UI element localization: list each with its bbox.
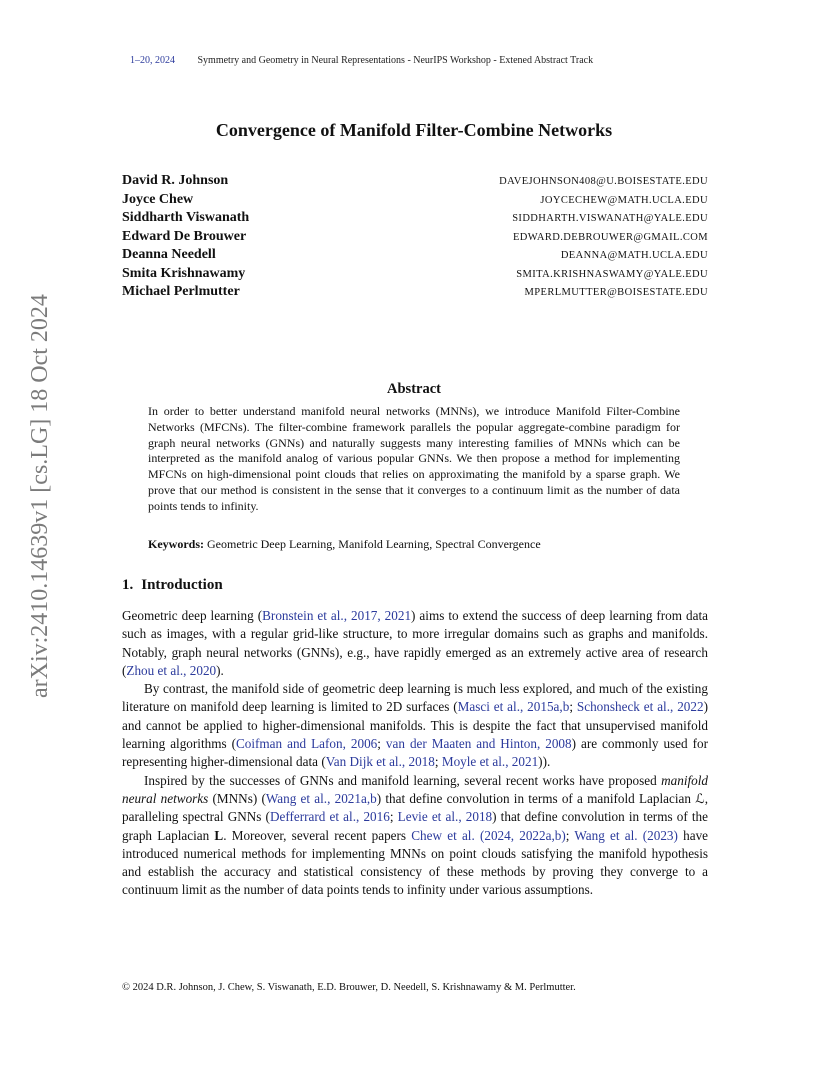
author-email: JOYCECHEW@MATH.UCLA.EDU <box>540 194 708 206</box>
text-run: (MNNs) ( <box>208 790 266 806</box>
author-row <box>122 247 708 266</box>
author-name: Smita Krishnawamy <box>122 265 246 281</box>
author-name: Michael Perlmutter <box>122 284 240 299</box>
author-row <box>122 284 708 303</box>
author-row <box>122 210 708 229</box>
text-run: ; <box>434 754 442 770</box>
paragraph <box>122 607 708 680</box>
citation-link[interactable]: Bronstein et al., 2017, 2021 <box>262 608 412 623</box>
citation-link[interactable]: Van Dijk et al., 2018 <box>325 754 435 770</box>
arxiv-stamp: arXiv:2410.14639v1 [cs.LG] 18 Oct 2024 <box>27 294 53 698</box>
author-name: Siddharth Viswanath <box>122 210 250 225</box>
citation-link[interactable]: Schonsheck et al., 2022 <box>576 699 704 715</box>
running-header <box>130 55 710 66</box>
author-email: DEANNA@MATH.UCLA.EDU <box>560 250 708 261</box>
text-run: ; <box>569 699 577 715</box>
citation-link[interactable]: Moyle et al., 2021 <box>441 754 539 770</box>
text-run: ; <box>565 827 575 843</box>
body-text <box>122 607 708 900</box>
author-email: SIDDHARTH.VISWANATH@YALE.EDU <box>512 213 708 224</box>
venue-text: Symmetry and Geometry in Neural Representations - NeurIPS Workshop - Extened Abstract Track <box>197 55 594 66</box>
section-title: Introduction <box>141 577 223 593</box>
text-run: have introduced numerical methods for implementing MNNs on point clouds satisfying the manifold hypothesis and establish the accuracy and statistical consistency of these methods by proving they converge to a continuum limit as the number of data points tends to infinity under various assumptions. <box>122 827 709 898</box>
author-email: MPERLMUTTER@BOISESTATE.EDU <box>524 287 708 298</box>
text-run: . Moreover, several recent papers <box>223 827 412 843</box>
abstract-text: In order to better understand manifold neural networks (MNNs), we introduce Manifold Filter-Combine Networks (MFCNs). The filter-combine framework parallels the popular aggregate-combine paradigm for graph neural networks (GNNs) and naturally suggests many interesting families of MNNs which can be interpreted as the manifold analog of various popular GNNs. We then propose a method for implementing MFCNs on high-dimensional point clouds that relies on approximating the manifold by a sparse graph. We prove that our method is consistent in the sense that it converges to a continuum limit as the number of data points tends to infinity. <box>148 404 680 513</box>
text-run: ) are commonly used for representing higher-dimensional data ( <box>122 736 708 770</box>
author-row <box>122 229 708 248</box>
text-run: )). <box>538 754 551 770</box>
author-name: Joyce Chew <box>122 191 194 207</box>
text-run: Geometric deep learning ( <box>122 608 263 623</box>
text-run: By contrast, the manifold side of geometric deep learning is much less explored, and much of the existing literature on manifold deep learning is limited to 2D surfaces ( <box>122 681 708 715</box>
author-name: Deanna Needell <box>122 247 216 262</box>
citation-link[interactable]: van der Maaten and Hinton, 2008 <box>385 736 572 752</box>
page-range-link[interactable]: 1–20, 2024 <box>130 55 175 66</box>
citation-link[interactable]: Defferrard et al., 2016 <box>269 809 390 825</box>
author-email: DAVEJOHNSON408@U.BOISESTATE.EDU <box>499 176 708 187</box>
text-run: ) that define convolution in terms of a manifold Laplacian ℒ, paralleling spectral GNNs ( <box>122 790 708 825</box>
keywords-label: Keywords: <box>148 537 204 551</box>
author-row <box>122 173 708 192</box>
text-run: ). <box>216 662 224 678</box>
keywords <box>148 537 680 552</box>
author-name: Edward De Brouwer <box>122 228 247 244</box>
text-run: ) that define convolution in terms of the graph Laplacian <box>122 809 708 843</box>
text-run: ; <box>389 809 398 825</box>
keywords-list: Geometric Deep Learning, Manifold Learning, Spectral Convergence <box>207 537 541 551</box>
citation-link[interactable]: Wang et al., 2021a,b <box>265 790 377 806</box>
copyright-footer: © 2024 D.R. Johnson, J. Chew, S. Viswanath, E.D. Brouwer, D. Needell, S. Krishnawamy & M. Perlmutter. <box>122 982 576 993</box>
text-run: ) aims to extend the success of deep learning from data such as images, with a regular grid-like structure, to more irregular domains such as graphs and manifolds. Notably, graph neural networks (GNNs), e.g., have rapidly emerged as an extremely active area of research ( <box>122 608 708 678</box>
paper-title: Convergence of Manifold Filter-Combine Networks <box>215 120 613 140</box>
author-list <box>122 173 708 303</box>
citation-link[interactable]: Levie et al., 2018 <box>397 809 493 825</box>
citation-link[interactable]: Chew et al. (2024, 2022a,b) <box>411 827 566 843</box>
author-email: SMITA.KRISHNASWAMY@YALE.EDU <box>516 268 708 280</box>
author-email: EDWARD.DEBROUWER@GMAIL.COM <box>512 231 708 243</box>
author-row <box>122 266 708 285</box>
citation-link[interactable]: Coifman and Lafon, 2006 <box>235 736 378 752</box>
text-run: ; <box>377 736 386 752</box>
author-name: David R. Johnson <box>122 173 229 188</box>
citation-link[interactable]: Zhou et al., 2020 <box>126 662 217 678</box>
section-number: 1. <box>122 577 134 593</box>
bold-symbol: L <box>214 827 224 843</box>
abstract-heading: Abstract <box>387 381 441 397</box>
author-row <box>122 192 708 211</box>
text-run: ) and cannot be applied to higher-dimensional manifolds. This is despite the fact that unsupervised manifold learning algorithms ( <box>122 699 708 752</box>
citation-link[interactable]: Wang et al. (2023) <box>574 827 678 843</box>
emphasis-text: manifold neural networks <box>122 772 708 806</box>
citation-link[interactable]: Masci et al., 2015a,b <box>457 699 570 715</box>
paragraph <box>122 680 708 771</box>
text-run: Inspired by the successes of GNNs and manifold learning, several recent works have proposed <box>144 772 662 788</box>
paragraph <box>122 772 708 900</box>
section-heading <box>122 577 223 594</box>
